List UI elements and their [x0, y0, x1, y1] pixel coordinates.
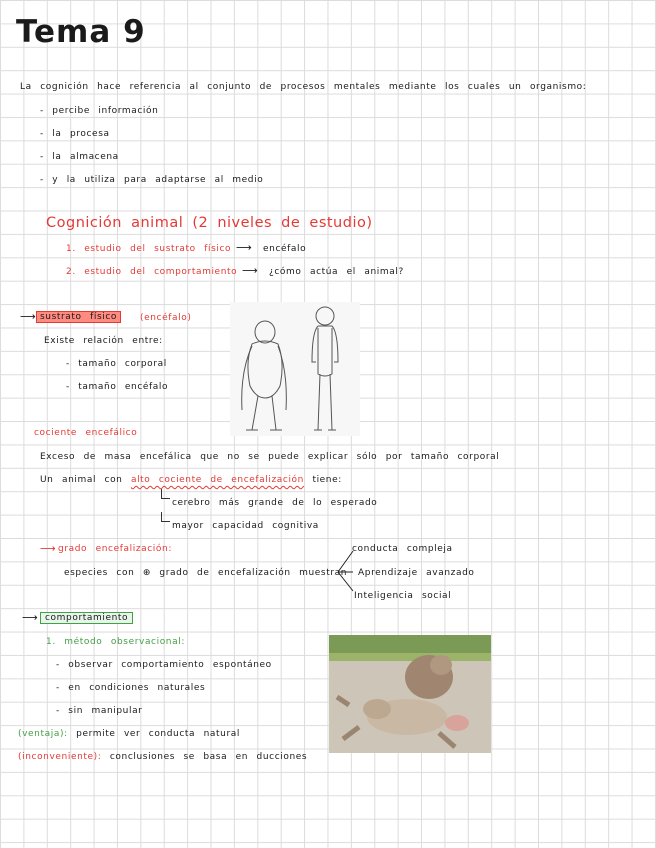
cociente-line2: Un animal con alto cociente de encefalización tiene: [40, 475, 342, 485]
cociente-result: mayor capacidad cognitiva [172, 521, 319, 531]
cociente-result: cerebro más grande de lo esperado [172, 498, 378, 508]
page-title: Tema 9 [16, 14, 146, 50]
ape-human-illustration [230, 302, 360, 436]
grado-outcome: conducta compleja [352, 544, 453, 554]
level1-label: 1. estudio del sustrato físico [66, 244, 232, 254]
intro-bullet: - la procesa [40, 129, 110, 139]
arrow-right-icon: ⟶ [236, 241, 252, 254]
comportamiento-label: comportamiento [40, 612, 133, 624]
grado-outcome: Aprendizaje avanzado [358, 568, 475, 578]
cociente-line1: Exceso de masa encefálica que no se puede explicar sólo por tamaño corporal [40, 452, 500, 462]
method-label: 1. método observacional: [46, 637, 185, 647]
sustrato-paren: (encéfalo) [140, 313, 192, 323]
method-item: - sin manipular [56, 706, 143, 716]
level2-label: 2. estudio del comportamiento [66, 267, 238, 277]
grado-line: especies con ⊕ grado de encefalización muestran [64, 568, 348, 578]
inconveniente-line: (inconveniente): conclusiones se basa en ducciones [18, 752, 308, 762]
intro-bullet: - la almacena [40, 152, 119, 162]
relation-item: - tamaño encéfalo [66, 382, 169, 392]
branch-bracket [161, 512, 170, 522]
arrow-right-icon: ⟶ [242, 264, 258, 277]
level1-result: encéfalo [263, 244, 307, 254]
relation-item: - tamaño corporal [66, 359, 167, 369]
ventaja-line: (ventaja): permite ver conducta natural [18, 729, 240, 739]
section-heading-animal: Cognición animal (2 niveles de estudio) [46, 215, 373, 231]
arrow-right-icon: ⟶ [22, 611, 38, 624]
level2-result: ¿cómo actúa el animal? [269, 267, 404, 277]
monkeys-photo [329, 635, 491, 753]
arrow-right-icon: ⟶ [20, 310, 36, 323]
grado-outcome: Inteligencia social [354, 591, 452, 601]
arrow-right-icon: ⟶ [40, 542, 56, 555]
sustrato-label: sustrato físico [36, 311, 121, 323]
intro-line: La cognición hace referencia al conjunto de procesos mentales mediante los cuales un organismo: [20, 82, 587, 92]
grado-label: grado encefalización: [58, 544, 172, 554]
method-item: - en condiciones naturales [56, 683, 206, 693]
intro-bullet: - y la utiliza para adaptarse al medio [40, 175, 264, 185]
method-item: - observar comportamiento espontáneo [56, 660, 272, 670]
intro-bullet: - percibe información [40, 106, 159, 116]
cociente-label: cociente encefálico [34, 428, 138, 438]
relation-text: Existe relación entre: [44, 336, 163, 346]
branch-bracket [161, 489, 170, 499]
